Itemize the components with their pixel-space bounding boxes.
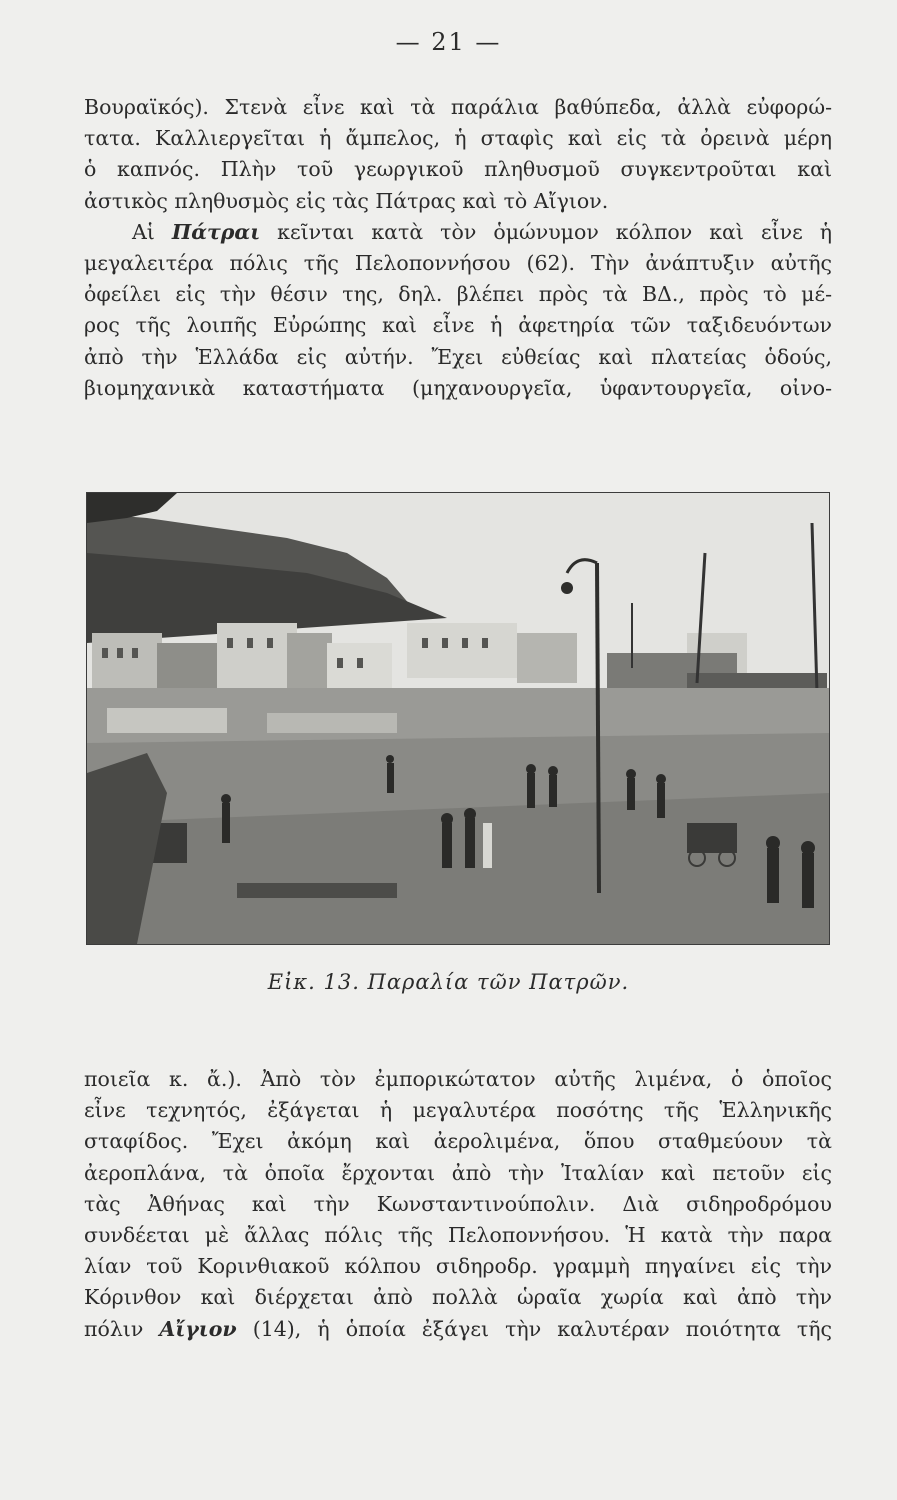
text-line: ἀπὸ τὴν Ἑλλάδα εἰς αὐτήν. Ἔχει εὐθείας καὶ πλατείας ὁδούς, (84, 344, 832, 369)
text-line: σταφίδος. Ἔχει ἀκόμη καὶ ἀερολιμένα, ὅπου σταθμεύουν τὰ (84, 1129, 832, 1154)
emphasis-patrai: Πάτραι (171, 219, 261, 244)
text-fragment: κεῖνται κατὰ τὸν ὁμώνυμον κόλπον καὶ εἶνε ἡ (260, 219, 832, 244)
text-line: λίαν τοῦ Κορινθιακοῦ κόλπου σιδηροδρ. γραμμὴ πηγαίνει εἰς τὴν (84, 1254, 832, 1279)
text-line (84, 1314, 832, 1345)
text-line (84, 217, 832, 248)
text-line: τὰς Ἀθήνας καὶ τὴν Κωνσταντινούπολιν. Διὰ σιδηροδρόμου (84, 1191, 832, 1216)
text-line: ποιεῖα κ. ἄ.). Ἀπὸ τὸν ἐμπορικώτατον αὐτῆς λιμένα, ὁ ὁποῖος (84, 1067, 832, 1091)
page-number: — 21 — (395, 28, 502, 56)
top-text-block (84, 92, 832, 404)
text-fragment: Αἱ (132, 219, 172, 244)
harbor-photo-illustration (87, 493, 829, 944)
emphasis-aigion: Αἴγιον (159, 1316, 237, 1341)
text-fragment: πόλιν (84, 1316, 160, 1341)
text-line: εἶνε τεχνητός, ἐξάγεται ἡ μεγαλυτέρα ποσότης τῆς Ἑλληνικῆς (84, 1098, 832, 1123)
text-line: ὀφείλει εἰς τὴν θέσιν της, δηλ. βλέπει πρὸς τὰ ΒΔ., πρὸς τὸ μέ- (84, 282, 832, 307)
bottom-text-block (84, 1064, 832, 1345)
text-line: τατα. Καλλιεργεῖται ἡ ἄμπελος, ἡ σταφὶς καὶ εἰς τὰ ὀρεινὰ μέρη (84, 126, 832, 151)
text-line: ἀεροπλάνα, τὰ ὁποῖα ἔρχονται ἀπὸ τὴν Ἰταλίαν καὶ πετοῦν εἰς (84, 1160, 832, 1185)
harbor-photo (86, 492, 830, 945)
text-line: συνδέεται μὲ ἄλλας πόλις τῆς Πελοποννήσου. Ἡ κατὰ τὴν παρα (84, 1223, 832, 1248)
text-line: ὁ καπνός. Πλὴν τοῦ γεωργικοῦ πληθυσμοῦ συγκεντροῦται καὶ (84, 157, 832, 182)
text-fragment: (14), ἡ ὁποία ἐξάγει τὴν καλυτέραν ποιότητα τῆς (236, 1316, 832, 1341)
text-line: ρος τῆς λοιπῆς Εὐρώπης καὶ εἶνε ἡ ἀφετηρία τῶν ταξιδευόντων (84, 313, 832, 338)
text-line: Βουραϊκός). Στενὰ εἶνε καὶ τὰ παράλια βαθύπεδα, ἀλλὰ εὐφορώ- (84, 95, 832, 119)
text-line: ἀστικὸς πληθυσμὸς εἰς τὰς Πάτρας καὶ τὸ Αἴγιον. (84, 188, 609, 213)
text-line: μεγαλειτέρα πόλις τῆς Πελοποννήσου (62). Τὴν ἀνάπτυξιν αὐτῆς (84, 251, 832, 276)
figure-caption: Εἰκ. 13. Παραλία τῶν Πατρῶν. (267, 970, 630, 994)
text-line: βιομηχανικὰ καταστήματα (μηχανουργεῖα, ὑφαντουργεῖα, οἰνο- (84, 375, 832, 400)
text-line: Κόρινθον καὶ διέρχεται ἀπὸ πολλὰ ὡραῖα χωρία καὶ ἀπὸ τὴν (84, 1285, 832, 1310)
